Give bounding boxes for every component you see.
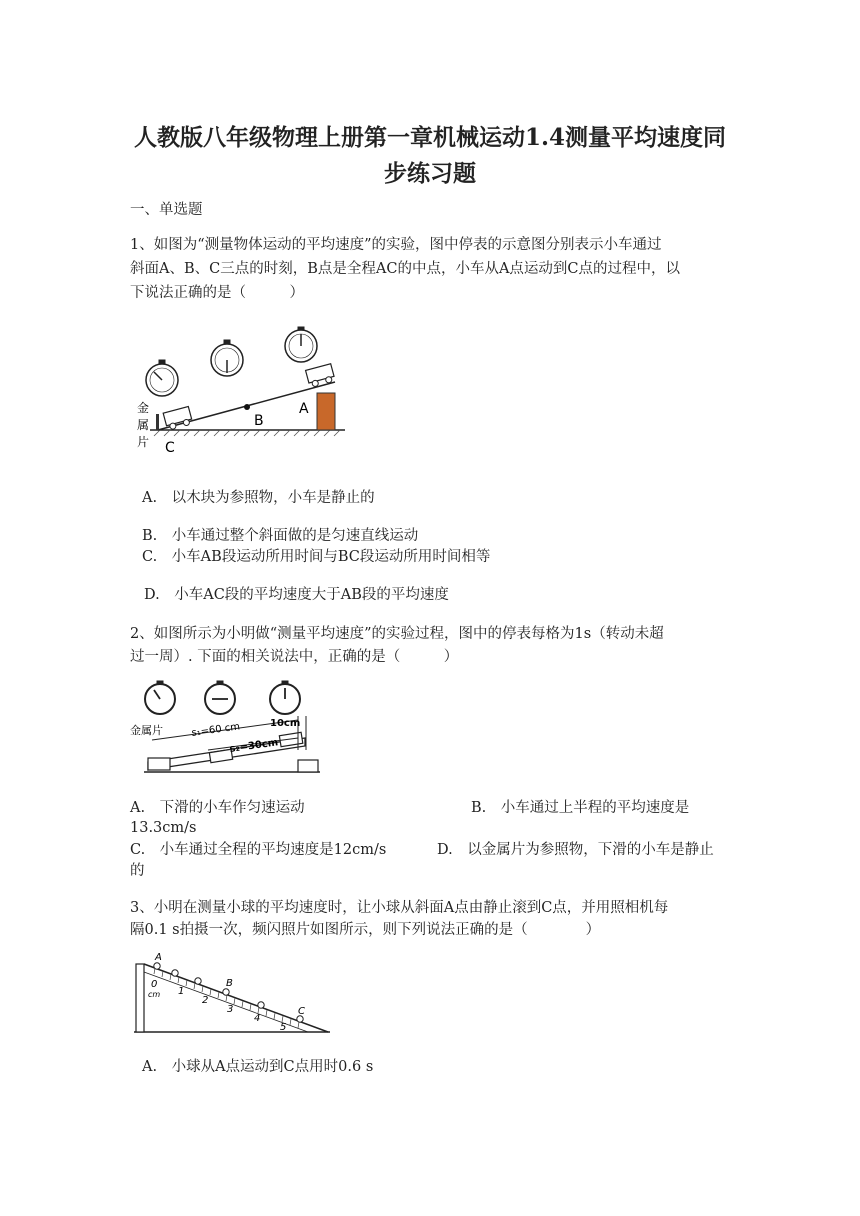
q1-stopwatch-c [146,360,178,396]
q1-stem-line-2: 斜面A、B、C三点的时刻，B点是全程AC的中点，小车从A点运动到C点的过程中，以 [130,261,681,277]
q3-tick-3: 3 [227,1004,234,1015]
q1-option-c[interactable]: C. 小车AB段运动所用时间与BC段运动所用时间相等 [142,549,491,565]
q1-stopwatch-a [285,327,317,362]
q3-label-c: C [298,1006,305,1017]
q3-ruler-ticks [154,968,299,1028]
q2-stem-line-1: 2、如图所示为小明做“测量平均速度”的实验过程，图中的停表每格为1s（转动未超 [130,626,664,642]
section-heading: 一、单选题 [130,202,203,218]
title-line-1: 人教版八年级物理上册第一章机械运动1.4测量平均速度同 [133,124,726,151]
document-title [100,120,760,192]
q2-support-block [298,760,318,772]
q3-support [136,964,144,1032]
q3-tick-2: 2 [202,995,209,1006]
q3-label-a: A [155,952,162,963]
q1-label-shu: 属 [137,418,150,432]
q2-label-10cm: 10cm [270,718,301,729]
q2-stem-line-2: 过一周）. 下面的相关说法中，正确的是（ ） [130,649,459,665]
q2-option-b[interactable]: B. 小车通过上半程的平均速度是 [471,800,690,816]
q2-label-s1: s₁=60 cm [190,721,241,739]
q1-car-top [306,364,336,388]
q2-label-s2: s₂=30cm [228,737,279,755]
q1-label-b: B [254,413,264,429]
q2-option-d[interactable]: D. 以金属片为参照物，下滑的小车是静止 [437,842,714,858]
q1-metal-plate [156,414,159,430]
q1-stem-line-1: 1、如图为“测量物体运动的平均速度”的实验，图中停表的示意图分别表示小车通过 [130,237,662,253]
q2-stopwatch-2 [205,681,235,714]
q1-ground-hatch [154,430,340,436]
q3-tick-1: 1 [178,986,185,997]
q2-option-c[interactable]: C. 小车通过全程的平均速度是12cm/s [130,842,387,858]
q3-tick-0: 0 [151,979,158,990]
q1-label-a: A [299,401,309,417]
q2-label-metal: 金属片 [130,724,163,737]
q1-label-jin: 金 [137,401,150,415]
q1-option-b[interactable]: B. 小车通过整个斜面做的是匀速直线运动 [142,528,419,544]
q3-option-a[interactable]: A. 小球从A点运动到C点用时0.6 s [142,1059,374,1075]
q1-label-c: C [165,440,175,456]
q1-wood-block [317,393,335,430]
q3-tick-4: 4 [254,1013,261,1024]
q3-tick-5: 5 [280,1022,287,1033]
q1-option-a[interactable]: A. 以木块为参照物，小车是静止的 [142,490,375,506]
q1-point-b [244,404,250,410]
q2-option-a[interactable]: A. 下滑的小车作匀速运动 [130,800,305,816]
q3-label-cm: cm [148,990,161,999]
q1-option-d[interactable]: D. 小车AC段的平均速度大于AB段的平均速度 [144,587,449,603]
q1-stopwatch-b [211,340,243,376]
q2-option-d-cont: 的 [130,863,145,879]
q2-stopwatch-3 [270,681,300,714]
q2-stopwatch-1 [145,681,175,714]
q2-option-b-cont: 13.3cm/s [130,820,197,836]
q1-label-pian: 片 [137,435,150,449]
q1-stem-line-3: 下说法正确的是（ ） [130,285,304,301]
q2-car-bottom [148,758,170,770]
q3-stem-line-1: 3、小明在测量小球的平均速度时，让小球从斜面A点由静止滚到C点，并用照相机每 [130,900,669,916]
q1-figure [130,320,360,460]
title-line-2: 步练习题 [384,160,476,187]
q3-label-b: B [226,978,233,989]
q2-figure [130,680,325,780]
q3-figure [130,950,335,1040]
q3-stem-line-2: 隔0.1 s拍摄一次，频闪照片如图所示，则下列说法正确的是（ ） [130,922,601,938]
